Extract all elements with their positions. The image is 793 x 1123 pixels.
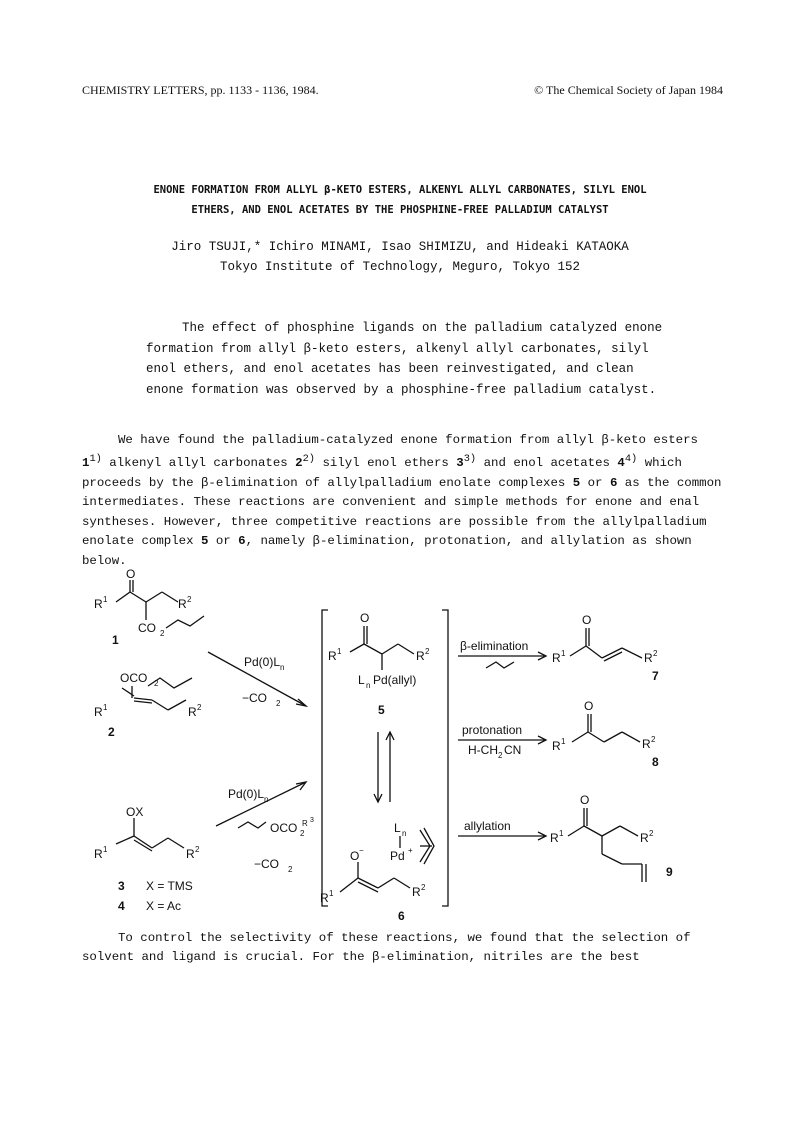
sup: 2 <box>425 647 430 656</box>
compound-ref: 5 <box>572 475 581 490</box>
acetonitrile-label: H-CH <box>468 743 498 757</box>
r-group-label: R <box>552 651 561 665</box>
author-block <box>60 237 740 277</box>
sub: 2 <box>300 829 305 838</box>
compound-5-label: 5 <box>378 703 385 717</box>
copyright-notice: © The Chemical Society of Japan 1984 <box>534 83 723 97</box>
compound-9-label: 9 <box>666 865 673 879</box>
sup: 1 <box>103 703 108 712</box>
r-group-label: R <box>186 847 195 861</box>
r-group-label: R <box>94 597 103 611</box>
title-line-1: ENONE FORMATION FROM ALLYL β-KETO ESTERS, ALKENYL ALLYL CARBONATES, SILYL ENOL <box>153 184 647 196</box>
compound-3-label: 3 <box>118 879 125 893</box>
reference-mark: 4) <box>624 453 638 466</box>
sub: 2 <box>288 865 293 874</box>
compound-ref: 1 <box>82 456 90 471</box>
abstract-text: The effect of phosphine ligands on the palladium catalyzed enone formation from allyl β-keto esters, alkenyl allyl carbonates, silyl enol ethers, and enol acetates has been reinvestigated, and clean enone formation was observed by a phosphine-free palladium catalyst. <box>146 321 663 397</box>
r-label: R <box>302 819 308 828</box>
enolate-o: O <box>350 849 360 863</box>
ln-label: L <box>394 821 401 835</box>
sub: n <box>280 663 285 672</box>
compound-ref: 4 <box>617 456 625 471</box>
text-run: alkenyl allyl carbonates <box>101 456 296 471</box>
r-group-label: R <box>644 651 653 665</box>
text-run: or <box>208 534 239 549</box>
protonation-label: protonation <box>462 723 523 737</box>
text-run: , namely β-elimination, protonation, and allylation as shown below. <box>82 534 692 568</box>
reference-mark: 2) <box>302 453 316 466</box>
body-paragraph-1 <box>82 431 722 571</box>
sup: 1 <box>103 595 108 604</box>
compound-7-label: 7 <box>652 669 659 683</box>
title-line-2: ETHERS, AND ENOL ACETATES BY THE PHOSPHINE-FREE PALLADIUM CATALYST <box>191 204 609 216</box>
sup: 1 <box>329 889 334 898</box>
compound-8-label: 8 <box>652 755 659 769</box>
compound-6-label: 6 <box>398 909 405 923</box>
minus-co2-label: −CO <box>242 691 268 705</box>
carbonyl-o: O <box>360 611 370 625</box>
r-group-label: R <box>178 597 187 611</box>
oco2-label: OCO <box>120 671 148 685</box>
carbonyl-o: O <box>580 793 590 807</box>
sup: 2 <box>195 845 200 854</box>
journal-citation: CHEMISTRY LETTERS, pp. 1133 - 1136, 1984. <box>82 83 319 97</box>
text-run: which proceeds by the β-elimination of allylpalladium enolate complexes <box>82 456 682 490</box>
sup: + <box>408 846 413 855</box>
reference-mark: 1) <box>89 453 102 466</box>
compound-ref: 6 <box>238 534 246 549</box>
r-group-label: R <box>552 739 561 753</box>
text-run: We have found the palladium-catalyzed enone formation from allyl β-keto esters <box>118 433 698 447</box>
abstract <box>146 318 666 400</box>
sup: 2 <box>651 735 656 744</box>
r-group-label: R <box>640 831 649 845</box>
acetonitrile-label-cn: CN <box>504 743 522 757</box>
sub: n <box>264 795 269 804</box>
pd0-catalyst-label: Pd(0)L <box>228 787 265 801</box>
compound-4-label: 4 <box>118 899 125 913</box>
compound-ref: 6 <box>609 475 618 490</box>
reference-mark: 3) <box>463 453 477 466</box>
x-ac-label: X = Ac <box>146 899 182 913</box>
minus-co2-label: −CO <box>254 857 280 871</box>
sub: 2 <box>154 679 159 688</box>
compound-ref: 5 <box>200 534 209 549</box>
compound-1-label: 1 <box>112 633 119 647</box>
sup: 3 <box>310 817 314 824</box>
sub: n <box>402 829 407 838</box>
sup: 2 <box>421 883 426 892</box>
reaction-scheme <box>82 566 722 926</box>
sup: 1 <box>561 737 566 746</box>
ox-label: OX <box>126 805 144 819</box>
body-paragraph-2 <box>82 929 722 968</box>
sup: − <box>359 846 364 855</box>
text-run: or <box>580 475 610 490</box>
sub: n <box>366 681 371 690</box>
r-group-label: R <box>550 831 559 845</box>
sup: 1 <box>561 649 566 658</box>
carbonyl-o: O <box>584 699 594 713</box>
r-group-label: R <box>320 891 329 905</box>
sup: 2 <box>649 829 654 838</box>
r-group-label: R <box>416 649 425 663</box>
sub: 2 <box>498 751 503 760</box>
sub: 2 <box>160 629 165 638</box>
pd0-catalyst-label: Pd(0)L <box>244 655 281 669</box>
paper-title <box>60 180 740 220</box>
pd-cation-label: Pd <box>390 849 405 863</box>
sup: 1 <box>337 647 342 656</box>
author-names: Jiro TSUJI,* Ichiro MINAMI, Isao SHIMIZU, and Hideaki KATAOKA <box>171 240 629 254</box>
sup: 2 <box>187 595 192 604</box>
r-group-label: R <box>412 885 421 899</box>
ln-label: L <box>358 673 365 687</box>
co2-label: CO <box>138 621 156 635</box>
r-group-label: R <box>642 737 651 751</box>
carbonyl-o: O <box>582 613 592 627</box>
text-run: silyl enol ethers <box>315 456 457 471</box>
allylation-label: allylation <box>464 819 511 833</box>
compound-ref: 2 <box>295 456 303 471</box>
body-text: To control the selectivity of these reactions, we found that the selection of solvent and ligand is crucial. For the β-elimination, nitriles are the best <box>82 931 691 965</box>
sup: 2 <box>653 649 658 658</box>
allyl-carbonate-label: OCO <box>270 821 298 835</box>
author-affiliation: Tokyo Institute of Technology, Meguro, Tokyo 152 <box>219 260 581 274</box>
r-group-label: R <box>94 847 103 861</box>
carbonyl-o: O <box>126 567 136 581</box>
sup: 1 <box>559 829 564 838</box>
sub: 2 <box>276 699 281 708</box>
compound-ref: 3 <box>456 456 464 471</box>
beta-elimination-label: β-elimination <box>460 639 529 653</box>
text-run: and enol acetates <box>476 456 618 471</box>
r-group-label: R <box>94 705 103 719</box>
r-group-label: R <box>328 649 337 663</box>
pd-allyl-label: Pd(allyl) <box>373 673 417 687</box>
compound-2-label: 2 <box>108 725 115 739</box>
sup: 2 <box>197 703 202 712</box>
r-group-label: R <box>188 705 197 719</box>
text-run: as the common intermediates. These reactions are convenient and simple methods for enone and enal syntheses. However, three competitive reactions are possible from the allylpalladium enolate complex <box>82 475 722 549</box>
x-tms-label: X = TMS <box>146 879 193 893</box>
sup: 1 <box>103 845 108 854</box>
